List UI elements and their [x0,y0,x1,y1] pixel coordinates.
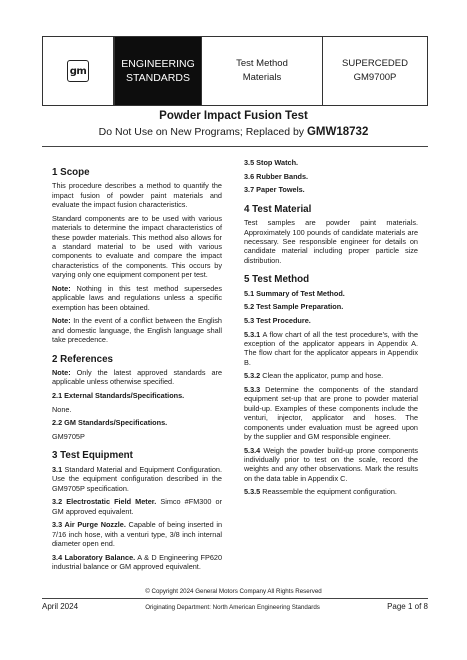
item-text: Capable of being inserted in 7/16 inch hose, with a venturi type, 3/8 inch internal diameter open end. [52,520,223,549]
engineering-label: ENGINEERING [121,58,195,70]
step-text: Clean the applicator, pump and hose. [262,371,384,381]
subsection-heading: 5.1 Summary of Test Method. [244,288,345,298]
note-label: Note: [52,316,71,326]
note [52,316,222,344]
item-text: Standard Material and Equipment Configuration. Use the equipment configuration described in the GM9705P specification. [52,464,222,493]
step-number: 5.3.1 [244,329,261,339]
originating-department: Originating Department: North American Engineering Standards [145,604,320,611]
note-text: Nothing in this test method supersedes applicable laws and regulations unless a specific exemption has been obtained. [52,283,222,312]
equipment-item [52,497,222,516]
right-column [244,158,418,501]
step-number: 5.3.3 [244,385,261,394]
equipment-item [52,465,222,493]
item-text: A & D Engineering FP620 industrial balance or GM approved equivalent. [52,552,223,572]
note [52,368,222,387]
note-label: Note: [52,283,71,293]
section-heading: 4 Test Material [244,203,312,215]
equipment-item [52,553,222,572]
item-text: Simco #FM300 or GM approved equivalent. [52,497,223,516]
publication-date: April 2024 [42,602,79,611]
section-heading: 1 Scope [52,167,90,178]
paragraph: Standard components are to be used with various materials to determine the impact characteristics of these powder materials. This method also allows for a standard material to be used with various components to evaluate and compare the impact characteristics of the components. This occurs by varying only one equipment component per test. [52,213,222,280]
section-heading: 5 Test Method [244,274,310,286]
procedure-step [244,330,418,368]
section-heading: 3 Test Equipment [52,450,133,462]
paragraph: None. [52,404,72,414]
paragraph: GM9705P [52,431,85,441]
document-header [42,36,428,106]
subsection-heading: 5.2 Test Sample Preparation. [244,302,344,312]
step-number: 5.3.4 [244,445,261,455]
procedure-step [244,385,418,441]
step-text: Weigh the powder build-up prone components individually prior to test on the scale, record the weights and any other observations. Mark the results on the data table in Appendix C. [244,445,418,483]
copyright-notice: © Copyright 2024 General Motors Company All Rights Reserved [145,588,322,595]
standards-label: STANDARDS [126,72,190,84]
title-divider [42,146,428,147]
procedure-step [244,487,418,496]
equipment-item: 3.6 Rubber Bands. [244,171,309,181]
section-heading: 2 References [52,353,113,365]
replacement-standard: GMW18732 [306,126,369,138]
procedure-step [244,371,418,380]
logo-cell [43,37,114,105]
subsection-heading: 2.1 External Standards/Specifications. [52,391,185,401]
item-label: 3.4 Laboratory Balance. [52,552,136,562]
procedure-step [244,446,418,484]
item-label: 3.2 Electrostatic Field Meter. [52,497,157,507]
subsection-heading: 5.3 Test Procedure. [244,316,311,325]
step-number: 5.3.5 [244,487,261,497]
test-method-label: Test Method [236,58,288,69]
note-text: In the event of a conflict between the English and domestic language, the English language shall take precedence. [52,316,222,345]
step-text: A flow chart of all the test procedure's, with the exception of the applicator appears in Appendix A. The flow chart for the applicator appears in Appendix B. [244,329,418,367]
note-label: Note: [52,368,71,378]
footer-divider [42,598,428,599]
equipment-item [52,520,222,548]
equipment-item: 3.5 Stop Watch. [244,158,299,167]
subsection-heading: 2.2 GM Standards/Specifications. [52,418,168,428]
paragraph: This procedure describes a method to quantify the impact fusion of powder paint materials and evaluate the impact fusion characteristics. [52,181,222,210]
document-title: Powder Impact Fusion Test [159,110,308,122]
document-type-block [202,37,323,105]
subtitle-text: Do Not Use on New Programs; Replaced by [98,126,305,138]
step-text: Reassemble the equipment configuration. [262,487,397,497]
page-number: Page 1 of 8 [387,602,428,611]
paragraph: Test samples are powder paint materials. Approximately 100 pounds of candidate materials are necessary. See responsible engineer for details on candidate material including proper particle size distribution. [244,218,418,265]
engineering-standards-block [114,36,202,106]
note [52,284,222,312]
superceded-label: SUPERCEDED [342,58,408,69]
document-subtitle [0,126,467,138]
page-footer [42,602,428,611]
item-label: 3.3 Air Purge Nozzle. [52,520,126,530]
step-text: Determine the components of the standard equipment set-up that are prone to powder material build-up. Examples of these components include the venturi, injector, applicator and hoses. The components under evaluation must be agreed upon by the supplier and GM responsible engineer. [244,385,418,442]
status-block [323,37,427,105]
step-number: 5.3.2 [244,371,261,381]
left-column [52,168,222,576]
equipment-item: 3.7 Paper Towels. [244,185,305,195]
materials-label: Materials [242,72,282,83]
item-number: 3.1 [52,464,63,474]
standard-number: GM9700P [353,72,397,83]
note-text: Only the latest approved standards are applicable unless otherwise specified. [52,368,223,387]
gm-logo: gm [67,60,89,82]
